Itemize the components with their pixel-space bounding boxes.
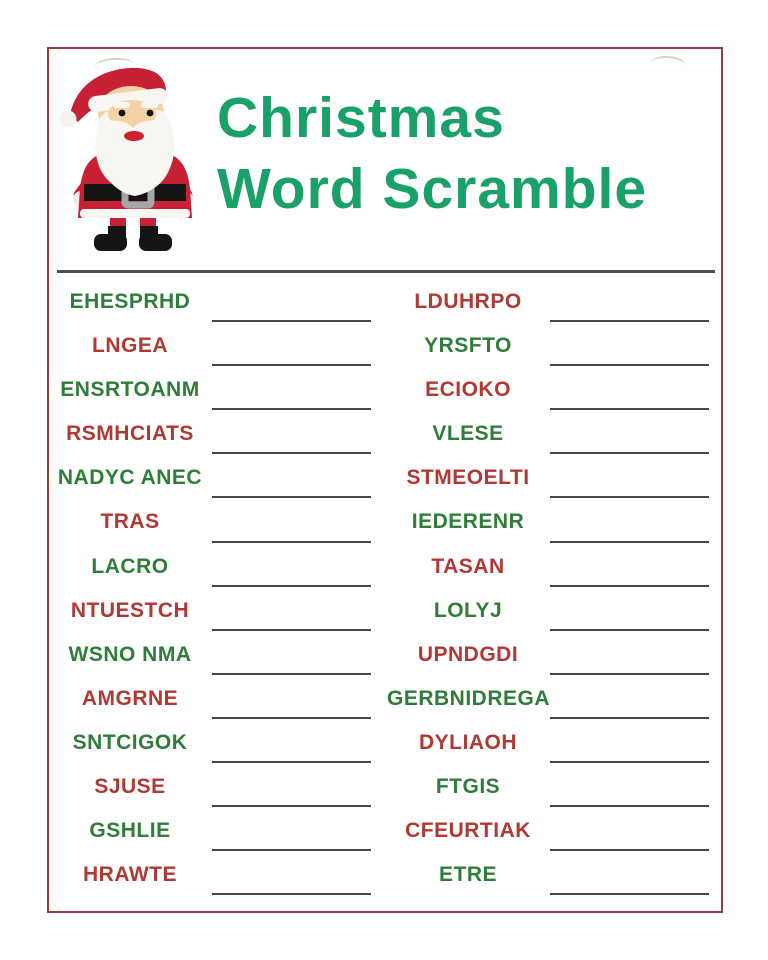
- scrambled-word: RSMHCIATS: [66, 422, 194, 446]
- word-row: [49, 368, 387, 412]
- answer-line: [550, 761, 709, 763]
- word-row: [49, 500, 387, 544]
- answer-line: [550, 408, 709, 410]
- answer-line: [212, 761, 371, 763]
- word-row: [387, 412, 725, 456]
- word-row: [49, 280, 387, 324]
- scrambled-word: NADYC ANEC: [57, 466, 203, 490]
- title-line-1: Christmas: [217, 86, 505, 150]
- answer-line: [212, 585, 371, 587]
- answer-line: [212, 629, 371, 631]
- word-row: [49, 412, 387, 456]
- answer-line: [550, 629, 709, 631]
- word-column-right: [387, 280, 725, 897]
- scrambled-word: LACRO: [91, 554, 169, 578]
- word-row: [387, 677, 725, 721]
- answer-line: [212, 893, 371, 895]
- word-row: [49, 853, 387, 897]
- worksheet-frame: [47, 47, 723, 913]
- answer-line: [212, 673, 371, 675]
- scrambled-word: GSHLIE: [89, 819, 171, 843]
- scrambled-word: CFEURTIAK: [405, 819, 531, 843]
- scrambled-word: GERBNIDREGA: [387, 686, 551, 710]
- scrambled-word: TASAN: [431, 554, 505, 578]
- answer-line: [550, 673, 709, 675]
- word-row: [387, 765, 725, 809]
- answer-line: [550, 849, 709, 851]
- scrambled-word: EHESPRHD: [69, 290, 191, 313]
- scrambled-word: AMGRNE: [81, 686, 179, 710]
- scrambled-word: ETRE: [438, 863, 497, 887]
- answer-line: [550, 893, 709, 895]
- answer-line: [550, 452, 709, 454]
- answer-line: [212, 452, 371, 454]
- answer-line: [212, 364, 371, 366]
- answer-line: [550, 496, 709, 498]
- title-line-2: Word Scramble: [217, 157, 648, 221]
- word-row: [387, 809, 725, 853]
- scrambled-word: LOLYJ: [433, 598, 503, 622]
- answer-line: [550, 717, 709, 719]
- scrambled-word: ENSRTOANM: [60, 378, 200, 402]
- scrambled-word: YRSFTO: [424, 334, 512, 358]
- word-row: [49, 633, 387, 677]
- word-row: [49, 677, 387, 721]
- word-row: [387, 280, 725, 324]
- scrambled-word: TRAS: [100, 510, 160, 534]
- word-row: [49, 589, 387, 633]
- answer-line: [212, 805, 371, 807]
- word-row: [49, 765, 387, 809]
- scrambled-word: IEDERENR: [411, 510, 525, 534]
- answer-line: [212, 496, 371, 498]
- word-column-left: [49, 280, 387, 897]
- answer-line: [212, 849, 371, 851]
- scrambled-word: STMEOELTI: [406, 466, 530, 490]
- scrambled-word: LDUHRPO: [414, 290, 522, 313]
- word-row: [49, 456, 387, 500]
- scrambled-word: HRAWTE: [83, 863, 177, 887]
- header-divider: [57, 270, 715, 273]
- page-title: [217, 83, 647, 225]
- word-row: [387, 324, 725, 368]
- word-row: [49, 545, 387, 589]
- word-grid: [49, 280, 725, 897]
- word-row: [387, 500, 725, 544]
- scan-smudge-icon: [649, 55, 686, 75]
- scrambled-word: UPNDGDI: [417, 642, 519, 666]
- scrambled-word: NTUESTCH: [70, 598, 190, 622]
- word-row: [49, 721, 387, 765]
- answer-line: [212, 717, 371, 719]
- word-row: [387, 589, 725, 633]
- scrambled-word: WSNO NMA: [68, 642, 192, 666]
- answer-line: [212, 408, 371, 410]
- scrambled-word: FTGIS: [435, 775, 501, 799]
- answer-line: [212, 541, 371, 543]
- word-row: [387, 368, 725, 412]
- santa-icon: [58, 66, 208, 254]
- answer-line: [550, 320, 709, 322]
- word-row: [387, 721, 725, 765]
- scrambled-word: SNTCIGOK: [72, 730, 188, 754]
- word-row: [387, 853, 725, 897]
- answer-line: [550, 805, 709, 807]
- answer-line: [550, 541, 709, 543]
- scrambled-word: LNGEA: [92, 334, 168, 358]
- answer-line: [550, 585, 709, 587]
- word-row: [49, 809, 387, 853]
- word-row: [387, 456, 725, 500]
- scrambled-word: DYLIAOH: [419, 730, 517, 754]
- scrambled-word: ECIOKO: [425, 378, 511, 402]
- word-row: [49, 324, 387, 368]
- word-row: [387, 545, 725, 589]
- word-row: [387, 633, 725, 677]
- scrambled-word: SJUSE: [94, 775, 166, 799]
- answer-line: [550, 364, 709, 366]
- answer-line: [212, 320, 371, 322]
- scrambled-word: VLESE: [432, 422, 504, 446]
